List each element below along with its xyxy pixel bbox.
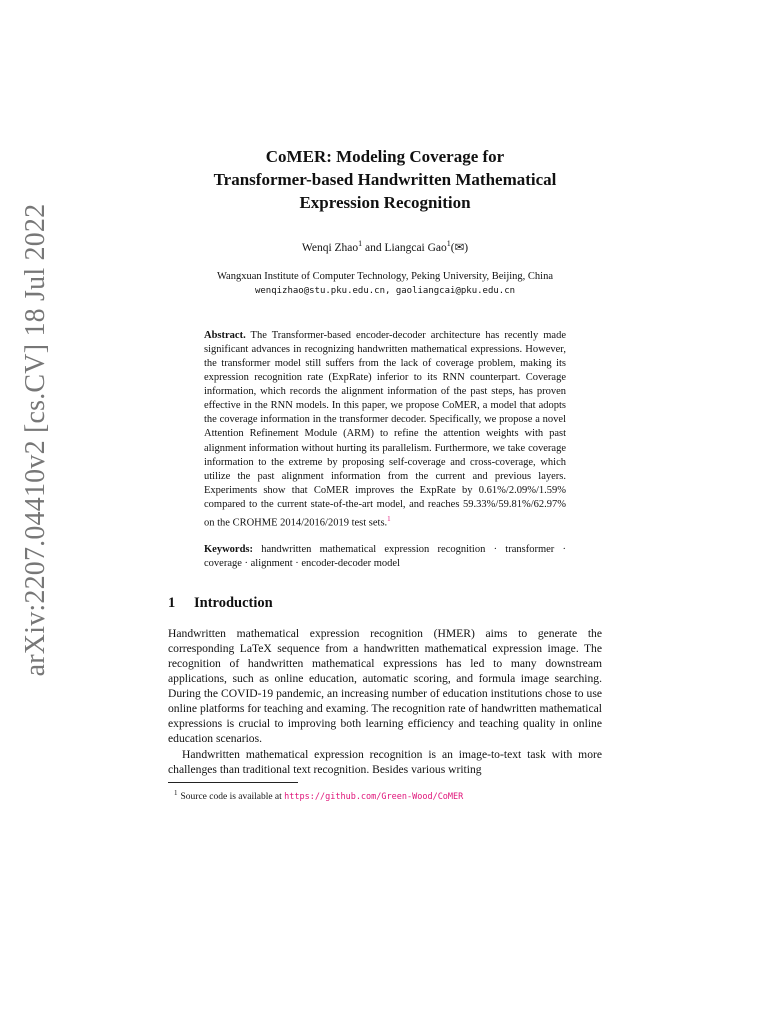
section-title: Introduction bbox=[194, 594, 273, 611]
footnote-mark: 1 bbox=[174, 788, 178, 797]
institution: Wangxuan Institute of Computer Technology, Peking University, Beijing, China bbox=[216, 270, 554, 282]
author-name-2: Liangcai Gao bbox=[384, 241, 447, 254]
affiliation bbox=[168, 269, 602, 299]
footnote-divider bbox=[168, 782, 298, 783]
abstract-label: Abstract. bbox=[204, 329, 246, 341]
title-line-1: CoMER: Modeling Coverage for bbox=[265, 147, 505, 166]
intro-paragraph-1 bbox=[168, 626, 602, 747]
arxiv-identifier: arXiv:2207.04410v2 [cs.CV] 18 Jul 2022 bbox=[20, 203, 51, 677]
author-affiliation-sup-1: 1 bbox=[358, 239, 363, 248]
arxiv-sidebar bbox=[14, 160, 58, 720]
envelope-icon: (✉) bbox=[450, 241, 469, 254]
paper-page bbox=[168, 145, 602, 803]
intro-p1-start: Handwritten mathematical expression recognition (HMER) aims to generate the corresponding bbox=[168, 626, 602, 655]
footnote bbox=[168, 787, 602, 803]
author-affiliation-sup-2: 1 bbox=[446, 239, 451, 248]
footnote-reference[interactable]: 1 bbox=[387, 515, 391, 524]
keywords-label: Keywords: bbox=[204, 543, 253, 555]
latex-word: LaTeX bbox=[239, 641, 272, 655]
author-emails[interactable]: wenqizhao@stu.pku.edu.cn, gaoliangcai@pku.edu.cn bbox=[254, 285, 516, 296]
paper-title bbox=[168, 145, 602, 214]
author-name-1: Wenqi Zhao bbox=[301, 241, 359, 254]
introduction-body bbox=[168, 626, 602, 777]
keywords-text: handwritten mathematical expression recognition · transformer · coverage · alignment · encoder-decoder model bbox=[204, 543, 567, 569]
author-connector: and bbox=[362, 241, 385, 254]
section-heading bbox=[168, 595, 602, 612]
keywords bbox=[204, 543, 566, 571]
footnote-text: Source code is available at bbox=[180, 791, 285, 802]
title-line-3: Expression Recognition bbox=[299, 193, 471, 212]
author-list bbox=[168, 239, 602, 254]
intro-p1-rest: sequence from a handwritten mathematical expression image. The recognition of handwritten mathematical expressions has led to many downstream applications, such as online education, automatic scoring, and formula image searching. During the COVID-19 pandemic, an increasing number of education institutions chose to use online platforms for teaching and examing. The recognition rate of handwritten mathematical expressions is crucial to improving both learning efficiency and teaching quality in online education scenarios. bbox=[168, 641, 602, 746]
title-line-2: Transformer-based Handwritten Mathematical bbox=[213, 170, 557, 189]
abstract bbox=[204, 329, 566, 531]
intro-paragraph-2: Handwritten mathematical expression recognition is an image-to-text task with more challenges than traditional text recognition. Besides various writing bbox=[168, 747, 602, 776]
abstract-text: The Transformer-based encoder-decoder architecture has recently made significant advances in recognizing handwritten mathematical expressions. However, the transformer model still suffers from the lack of coverage problem, making its expression recognition rate (ExpRate) inferior to its RNN counterpart. Coverage information, which records the alignment information of the past steps, has proven effective in the RNN models. In this paper, we propose CoMER, a model that adopts the coverage information in the transformer decoder. Specifically, we propose a novel Attention Refinement Module (ARM) to refine the attention weights with past alignment information without hurting its parallelism. Furthermore, we take coverage information to the extreme by proposing self-coverage and cross-coverage, which utilize the past alignment information from the current and previous layers. Experiments show that CoMER improves the ExpRate by 0.61%/2.09%/1.59% compared to the current state-of-the-art model, and reaches 59.33%/59.81%/62.97% on the CROHME 2014/2016/2019 test sets. bbox=[204, 329, 566, 529]
section-number: 1 bbox=[168, 594, 176, 611]
source-code-link[interactable]: https://github.com/Green-Wood/CoMER bbox=[284, 791, 464, 802]
